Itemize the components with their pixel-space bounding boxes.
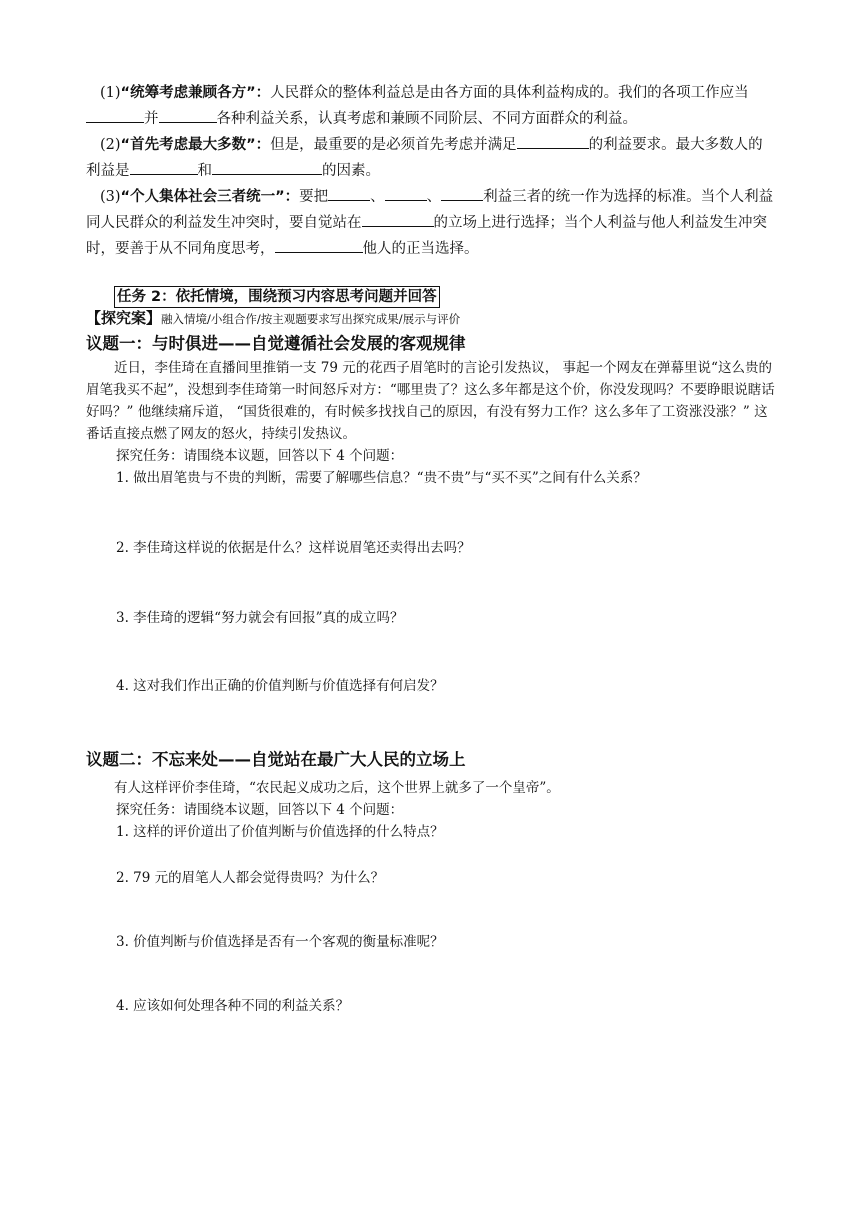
topic-1-title: 议题一：与时俱进——自觉遵循社会发展的客观规律 xyxy=(86,334,466,353)
item-1-text-a: 人民群众的整体利益总是由各方面的具体利益构成的。我们的各项工作应当 xyxy=(270,85,749,101)
topic-2-context: 有人这样评价李佳琦，“农民起义成功之后，这个世界上就多了一个皇帝”。 xyxy=(114,780,560,796)
item-2-text-d: 的因素。 xyxy=(322,163,380,179)
topic-1-question-1: 1. 做出眉笔贵与不贵的判断，需要了解哪些信息？“贵不贵”与“买不买”之间有什么关系？ xyxy=(116,470,647,486)
item-3-text-c: 的立场上进行选择；当个人利益与他人利益发生冲突时，要善于从不同角度思考， xyxy=(86,215,767,257)
explore-subtitle: 融入情境/小组合作/按主观题要求写出探究成果/展示与评价 xyxy=(161,312,461,326)
blank-9[interactable] xyxy=(362,210,434,227)
blank-5[interactable] xyxy=(212,158,322,175)
topic-2-task: 探究任务：请围绕本议题，回答以下 4 个问题： xyxy=(116,802,404,818)
topic-2-question-3: 3. 价值判断与价值选择是否有一个客观的衡量标准呢？ xyxy=(116,934,444,950)
item-2-heading: “首先考虑最大多数”： xyxy=(120,137,271,153)
blank-8[interactable] xyxy=(441,184,483,201)
explore-header xyxy=(86,308,776,329)
blank-7[interactable] xyxy=(385,184,427,201)
item-3-text-b: 利益三者的统一作为选择的标准。当个人利益同人民群众的利益发生冲突时，要自觉站在 xyxy=(86,189,774,231)
item-2 xyxy=(86,132,776,184)
item-3-text-d: 他人的正当选择。 xyxy=(362,241,479,257)
item-1-text-b: 并 xyxy=(144,111,159,127)
topic-1-task: 探究任务：请围绕本议题，回答以下 4 个问题： xyxy=(116,448,404,464)
item-3-number: (3) xyxy=(100,189,121,205)
item-3-heading: “个人集体社会三者统一”： xyxy=(120,189,300,205)
item-1-heading: “统筹考虑兼顾各方”： xyxy=(120,85,271,101)
blank-6[interactable] xyxy=(328,184,370,201)
item-2-text-c: 和 xyxy=(197,163,212,179)
task-2-title: 任务 2：依托情境，围绕预习内容思考问题并回答 xyxy=(114,286,440,308)
blank-1[interactable] xyxy=(86,106,144,123)
blank-10[interactable] xyxy=(275,236,363,253)
item-1-text-c: 各种利益关系，认真考虑和兼顾不同阶层、不同方面群众的利益。 xyxy=(216,111,637,127)
explore-title: 【探究案】 xyxy=(86,309,162,327)
item-3 xyxy=(86,184,776,262)
item-3-text-a: 要把 xyxy=(299,189,329,205)
item-2-text-a: 但是，最重要的是必须首先考虑并满足 xyxy=(270,137,517,153)
document-page xyxy=(86,80,776,1017)
blank-4[interactable] xyxy=(130,158,198,175)
topic-2-question-4: 4. 应该如何处理各种不同的利益关系？ xyxy=(116,998,350,1014)
item-1-number: (1) xyxy=(100,85,121,101)
task-2-row xyxy=(86,286,776,308)
item-1 xyxy=(86,80,776,132)
topic-1-question-3: 3. 李佳琦的逻辑“努力就会有回报”真的成立吗？ xyxy=(116,610,404,626)
topic-1-question-4: 4. 这对我们作出正确的价值判断与价值选择有何启发？ xyxy=(116,678,444,694)
topic-2-title: 议题二：不忘来处——自觉站在最广大人民的立场上 xyxy=(86,750,466,769)
item-2-number: (2) xyxy=(100,137,121,153)
topic-2-question-2: 2. 79 元的眉笔人人都会觉得贵吗？为什么？ xyxy=(116,870,385,886)
topic-1-question-2: 2. 李佳琦这样说的依据是什么？这样说眉笔还卖得出去吗？ xyxy=(116,540,471,556)
item-3-sep-1: 、 xyxy=(370,189,385,205)
blank-2[interactable] xyxy=(159,106,217,123)
item-2-text-b: 的利益要求。最大多数人的利益是 xyxy=(86,137,763,179)
topic-1-context: 近日，李佳琦在直播间里推销一支 79 元的花西子眉笔时的言论引发热议， 事起一个网友在弹幕里说“这么贵的眉笔我买不起”，没想到李佳琦第一时间怒斥对方：“哪里贵了？这么多年都是这个价，你没发现吗？不要睁眼说瞎话好吗？” 他继续痛斥道， “国货很难的，有时候多找找自己的原因，有没有努力工作？这么多年了工资涨没涨？” 这番话直接点燃了网友的怒火，持续引发热议。 xyxy=(86,360,775,442)
blank-3[interactable] xyxy=(517,132,589,149)
topic-2-question-1: 1. 这样的评价道出了价值判断与价值选择的什么特点？ xyxy=(116,824,444,840)
item-3-sep-2: 、 xyxy=(426,189,442,205)
